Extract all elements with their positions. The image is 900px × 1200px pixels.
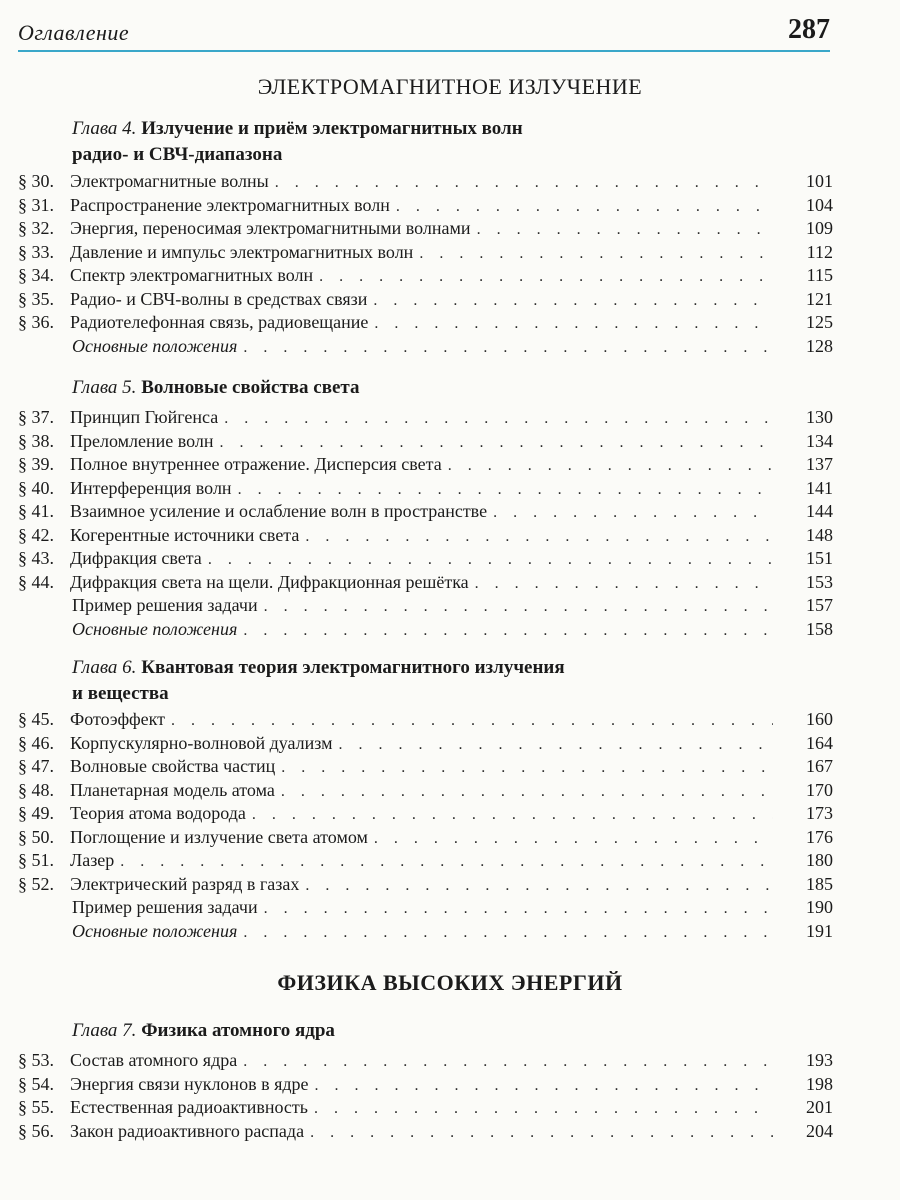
page-ref: 128 xyxy=(806,335,833,356)
toc-entry[interactable] xyxy=(18,1095,833,1119)
toc-entry[interactable] xyxy=(18,617,833,641)
chapter-title: Квантовая теория электромагнитного излучения xyxy=(141,657,565,678)
page-ref: 130 xyxy=(806,407,833,427)
page-ref: 185 xyxy=(806,873,833,894)
entry-line xyxy=(70,429,773,455)
entry-line xyxy=(70,405,773,431)
dot-leader xyxy=(493,501,773,525)
part-title: ЭЛЕКТРОМАГНИТНОЕ ИЗЛУЧЕНИЕ xyxy=(257,74,643,99)
entry-line xyxy=(70,872,773,898)
section-number: § 46. xyxy=(18,732,54,753)
page-ref: 112 xyxy=(806,241,833,262)
dot-leader xyxy=(310,1121,773,1145)
page-ref: 176 xyxy=(806,826,833,847)
page-ref: 193 xyxy=(806,1050,833,1070)
page-ref: 180 xyxy=(806,850,833,871)
section-title: Пример решения задачи xyxy=(72,595,258,616)
page-ref: 160 xyxy=(806,709,833,729)
section-number: § 31. xyxy=(18,194,54,215)
toc-entry[interactable] xyxy=(18,593,833,617)
entry-line xyxy=(72,593,773,619)
dot-leader xyxy=(243,619,773,643)
section-number: § 32. xyxy=(18,218,54,239)
dot-leader xyxy=(224,407,773,431)
toc-entry[interactable] xyxy=(18,216,833,240)
section-title: Энергия, переносимая электромагнитными волнами xyxy=(70,218,471,239)
header-rule xyxy=(18,50,830,52)
page-ref: 153 xyxy=(806,571,833,592)
section-number: § 40. xyxy=(18,477,54,498)
entry-line xyxy=(70,825,773,851)
dot-leader xyxy=(305,525,773,549)
page-ref: 170 xyxy=(806,779,833,800)
dot-leader xyxy=(281,780,773,804)
toc-entry[interactable] xyxy=(18,523,833,547)
section-number: § 47. xyxy=(18,756,54,777)
page-number: 287 xyxy=(788,14,830,45)
dot-leader xyxy=(477,218,773,242)
entry-line xyxy=(70,731,773,757)
dot-leader xyxy=(315,1074,774,1098)
toc-entry[interactable] xyxy=(18,754,833,778)
page-ref: 109 xyxy=(806,218,833,239)
section-title: Планетарная модель атома xyxy=(70,779,275,800)
page-ref: 137 xyxy=(806,454,833,475)
section-title: Электромагнитные волны xyxy=(70,171,269,191)
toc-entry[interactable] xyxy=(18,707,833,731)
dot-leader xyxy=(120,850,773,874)
page-ref: 101 xyxy=(806,171,833,191)
toc-entry[interactable] xyxy=(18,919,833,943)
section-title: Основные положения xyxy=(72,619,238,639)
dot-leader xyxy=(373,289,773,313)
entry-line xyxy=(70,1095,773,1121)
entry-line xyxy=(70,754,773,780)
toc-entry[interactable] xyxy=(18,263,833,287)
dot-leader xyxy=(314,1097,773,1121)
toc-entry[interactable] xyxy=(18,429,833,453)
page-ref: 190 xyxy=(806,897,833,918)
entry-line xyxy=(70,499,773,525)
toc-entry[interactable] xyxy=(18,872,833,896)
toc-entry[interactable] xyxy=(18,499,833,523)
toc-entry[interactable] xyxy=(18,546,833,570)
dot-leader xyxy=(448,454,773,478)
dot-leader xyxy=(243,336,773,360)
section-number: § 33. xyxy=(18,241,54,262)
toc-entry[interactable] xyxy=(18,825,833,849)
entry-line xyxy=(70,452,773,478)
chapter-label: Глава 4. xyxy=(72,118,137,139)
entry-line xyxy=(70,523,773,549)
section-title: Теория атома водорода xyxy=(70,803,246,824)
section-number: § 48. xyxy=(18,779,54,800)
dot-leader xyxy=(238,478,773,502)
toc-entry[interactable] xyxy=(18,731,833,755)
running-header xyxy=(18,14,830,48)
dot-leader xyxy=(374,827,773,851)
page-ref: 164 xyxy=(806,732,833,753)
dot-leader xyxy=(374,312,773,336)
chapter-title-continued: и вещества xyxy=(72,683,169,704)
section-title: Дифракция света на щели. Дифракционная решётка xyxy=(70,571,469,592)
section-number: § 37. xyxy=(18,407,54,427)
entry-line xyxy=(70,193,773,219)
entry-line xyxy=(70,310,773,336)
section-title: Закон радиоактивного распада xyxy=(70,1120,305,1141)
dot-leader xyxy=(264,897,773,921)
dot-leader xyxy=(396,195,773,219)
section-title: Состав атомного ядра xyxy=(70,1050,238,1070)
entry-line xyxy=(72,334,773,360)
toc-entry[interactable] xyxy=(18,169,833,193)
page-ref: 157 xyxy=(806,595,833,616)
dot-leader xyxy=(220,431,774,455)
running-title: Оглавление xyxy=(18,20,130,45)
page-ref: 141 xyxy=(806,477,833,498)
entry-line xyxy=(70,707,773,733)
page-ref: 198 xyxy=(806,1073,833,1094)
section-number: § 43. xyxy=(18,548,54,569)
toc-entry[interactable] xyxy=(18,848,833,872)
entry-line xyxy=(70,476,773,502)
section-number: § 55. xyxy=(18,1097,54,1118)
toc-entry[interactable] xyxy=(18,452,833,476)
page-ref: 144 xyxy=(806,501,833,522)
section-title: Когерентные источники света xyxy=(70,524,300,545)
chapter-heading xyxy=(72,1018,772,1044)
toc-entry[interactable] xyxy=(18,1119,833,1143)
part-title: ФИЗИКА ВЫСОКИХ ЭНЕРГИЙ xyxy=(277,970,623,995)
dot-leader xyxy=(243,921,773,945)
section-number: § 30. xyxy=(18,171,54,191)
section-number: § 44. xyxy=(18,571,54,592)
section-number: § 35. xyxy=(18,288,54,309)
section-number: § 38. xyxy=(18,430,54,451)
toc-entry[interactable] xyxy=(18,778,833,802)
page-ref: 167 xyxy=(806,756,833,777)
entry-line xyxy=(70,778,773,804)
section-title: Поглощение и излучение света атомом xyxy=(70,826,368,847)
entry-line xyxy=(70,848,773,874)
entry-line xyxy=(72,617,773,643)
page-ref: 104 xyxy=(806,194,833,215)
section-title: Лазер xyxy=(70,850,115,871)
entry-line xyxy=(70,801,773,827)
toc-entry[interactable] xyxy=(18,240,833,264)
entry-line xyxy=(70,240,773,266)
section-title: Энергия связи нуклонов в ядре xyxy=(70,1073,309,1094)
entry-line xyxy=(70,1072,773,1098)
section-title: Полное внутреннее отражение. Дисперсия света xyxy=(70,454,442,475)
section-number: § 39. xyxy=(18,454,54,475)
section-title: Радио- и СВЧ-волны в средствах связи xyxy=(70,288,368,309)
section-title: Преломление волн xyxy=(70,430,214,451)
section-title: Взаимное усиление и ослабление волн в пространстве xyxy=(70,501,488,522)
chapter-heading xyxy=(72,375,772,401)
section-title: Пример решения задачи xyxy=(72,897,258,918)
page-ref: 151 xyxy=(806,548,833,569)
page-ref: 191 xyxy=(806,921,833,941)
toc-entry[interactable] xyxy=(18,895,833,919)
section-title: Распространение электромагнитных волн xyxy=(70,194,390,215)
dot-leader xyxy=(252,803,773,827)
section-title: Основные положения xyxy=(72,921,238,941)
section-number: § 49. xyxy=(18,803,54,824)
section-number: § 42. xyxy=(18,524,54,545)
dot-leader xyxy=(419,242,773,266)
dot-leader xyxy=(264,595,773,619)
entry-line xyxy=(70,169,773,195)
dot-leader xyxy=(319,265,773,289)
toc-entry[interactable] xyxy=(18,801,833,825)
chapter-label: Глава 7. xyxy=(72,1020,137,1041)
section-title: Волновые свойства частиц xyxy=(70,756,276,777)
toc-entry[interactable] xyxy=(18,310,833,334)
entry-line xyxy=(70,1048,773,1074)
entry-line xyxy=(72,919,773,945)
page-ref: 173 xyxy=(806,803,833,824)
section-number: § 45. xyxy=(18,709,54,729)
section-title: Дифракция света xyxy=(70,548,202,569)
page-ref: 201 xyxy=(806,1097,833,1118)
entry-line xyxy=(70,216,773,242)
toc-entry[interactable] xyxy=(18,405,833,429)
section-number: § 50. xyxy=(18,826,54,847)
section-title: Основные положения xyxy=(72,335,238,356)
entry-line xyxy=(70,570,773,596)
page-ref: 148 xyxy=(806,524,833,545)
dot-leader xyxy=(475,572,773,596)
section-title: Электрический разряд в газах xyxy=(70,873,300,894)
chapter-title: Излучение и приём электромагнитных волн xyxy=(141,118,523,139)
section-title: Фотоэффект xyxy=(70,709,166,729)
page-ref: 115 xyxy=(806,265,833,286)
section-number: § 41. xyxy=(18,501,54,522)
dot-leader xyxy=(275,171,773,195)
toc-entry[interactable] xyxy=(18,334,833,358)
toc-entry[interactable] xyxy=(18,476,833,500)
section-title: Давление и импульс электромагнитных волн xyxy=(70,241,414,262)
toc-entry[interactable] xyxy=(18,570,833,594)
entry-line xyxy=(70,1119,773,1145)
section-number: § 56. xyxy=(18,1120,54,1141)
entry-line xyxy=(72,895,773,921)
page-ref: 125 xyxy=(806,312,833,333)
toc-entry[interactable] xyxy=(18,193,833,217)
entry-line xyxy=(70,546,773,572)
section-number: § 54. xyxy=(18,1073,54,1094)
section-title: Корпускулярно-волновой дуализм xyxy=(70,732,333,753)
section-number: § 52. xyxy=(18,873,54,894)
entry-line xyxy=(70,287,773,313)
chapter-title: Волновые свойства света xyxy=(141,377,360,398)
chapter-label: Глава 5. xyxy=(72,377,137,398)
section-title: Принцип Гюйгенса xyxy=(70,407,219,427)
section-number: § 36. xyxy=(18,312,54,333)
section-title: Спектр электромагнитных волн xyxy=(70,265,314,286)
chapter-title-continued: радио- и СВЧ-диапазона xyxy=(72,144,283,165)
dot-leader xyxy=(171,709,773,733)
dot-leader xyxy=(281,756,773,780)
section-title: Интерференция волн xyxy=(70,477,232,498)
entry-line xyxy=(70,263,773,289)
page-ref: 204 xyxy=(806,1120,833,1141)
toc-entry[interactable] xyxy=(18,1048,833,1072)
page-ref: 121 xyxy=(806,288,833,309)
dot-leader xyxy=(208,548,773,572)
section-number: § 53. xyxy=(18,1050,54,1070)
dot-leader xyxy=(243,1050,773,1074)
page-ref: 134 xyxy=(806,430,833,451)
section-number: § 34. xyxy=(18,265,54,286)
chapter-label: Глава 6. xyxy=(72,657,137,678)
dot-leader xyxy=(305,874,773,898)
chapter-title: Физика атомного ядра xyxy=(141,1020,335,1041)
section-title: Естественная радиоактивность xyxy=(70,1097,308,1118)
toc-entry[interactable] xyxy=(18,1072,833,1096)
dot-leader xyxy=(339,733,773,757)
chapter-heading xyxy=(72,116,772,168)
section-number: § 51. xyxy=(18,850,54,871)
chapter-heading xyxy=(72,655,772,707)
section-title: Радиотелефонная связь, радиовещание xyxy=(70,312,369,333)
toc-entry[interactable] xyxy=(18,287,833,311)
page-ref: 158 xyxy=(806,619,833,639)
